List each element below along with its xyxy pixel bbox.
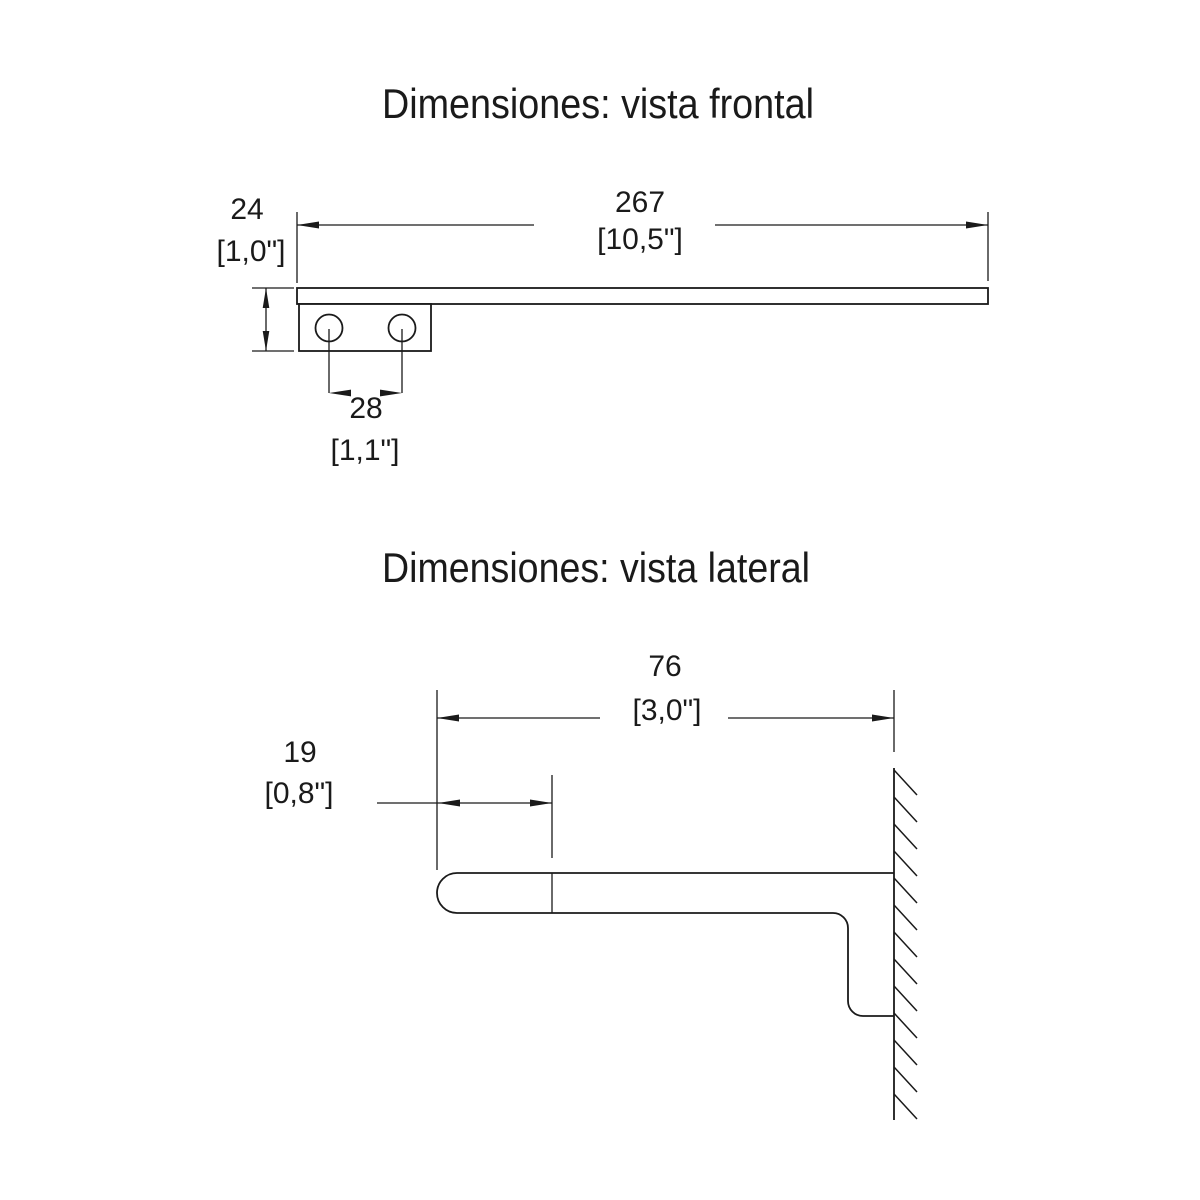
arrowhead-up-icon — [263, 288, 270, 308]
wall-hatching — [894, 770, 917, 1119]
dim-value-inches: [1,1"] — [330, 434, 400, 467]
front-dim-overall-width — [297, 186, 988, 283]
arrowhead-right-icon — [380, 390, 402, 397]
side-view — [264, 544, 917, 1120]
arrowhead-left-icon — [329, 390, 351, 397]
arrowhead-left-icon — [438, 800, 460, 807]
dim-value-inches: [3,0"] — [632, 694, 702, 727]
arrowhead-left-icon — [297, 222, 319, 229]
dim-value-inches: [0,8"] — [264, 777, 334, 810]
dim-value-mm: 24 — [230, 193, 264, 226]
side-dim-bar-tip — [264, 736, 552, 913]
front-dim-bracket-height — [216, 193, 294, 351]
arrowhead-right-icon — [966, 222, 988, 229]
dim-value-mm: 19 — [283, 736, 317, 769]
bracket-side-profile — [437, 873, 894, 1016]
arrowhead-right-icon — [530, 800, 552, 807]
arrowhead-left-icon — [437, 715, 459, 722]
dim-value-mm: 28 — [349, 392, 383, 425]
arrowhead-right-icon — [872, 715, 894, 722]
shelf-bar-front-profile — [297, 288, 988, 304]
wall — [894, 768, 917, 1120]
dim-value-inches: [1,0"] — [216, 235, 286, 268]
dim-value-mm: 267 — [614, 186, 666, 219]
front-view-title: Dimensiones: vista frontal — [382, 80, 814, 127]
arrowhead-down-icon — [263, 331, 270, 351]
dim-value-mm: 76 — [648, 650, 682, 683]
side-view-title: Dimensiones: vista lateral — [382, 544, 810, 591]
dim-value-inches: [10,5"] — [597, 223, 683, 256]
side-dim-depth — [437, 650, 894, 870]
front-view — [216, 80, 988, 467]
front-mount-bracket — [299, 304, 431, 351]
